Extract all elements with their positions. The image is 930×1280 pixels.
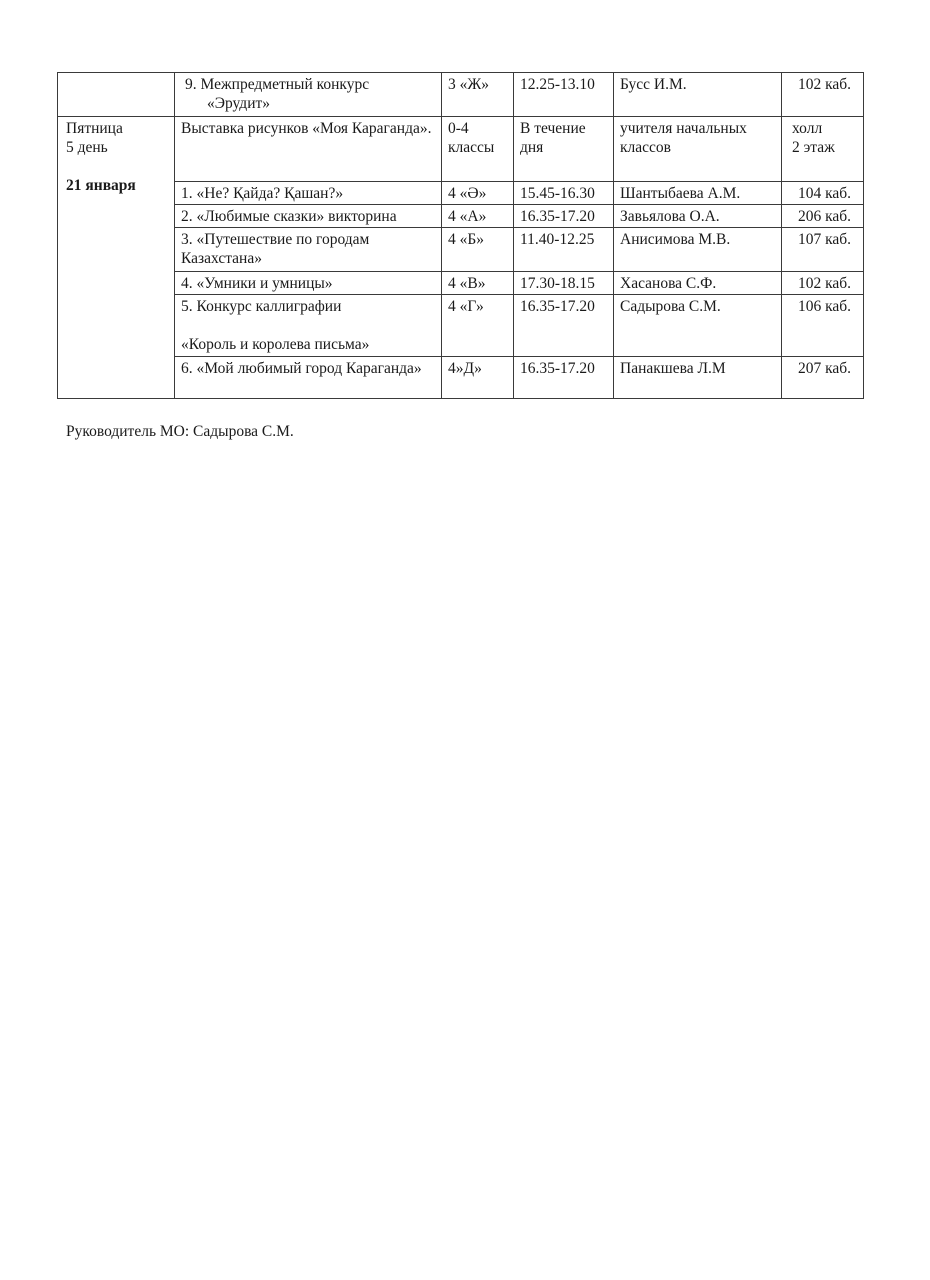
event-cell: 4. «Умники и умницы» — [175, 272, 442, 295]
room-cell: 102 каб. — [782, 73, 864, 117]
room-cell: 206 каб. — [782, 205, 864, 228]
table-row — [58, 272, 864, 295]
event-cell: 1. «Не? Қайда? Қашан?» — [175, 182, 442, 205]
event-cell: 2. «Любимые сказки» викторина — [175, 205, 442, 228]
class-cell: 4 «Г» — [442, 295, 514, 357]
event-cell: Выставка рисунков «Моя Караганда». — [175, 117, 442, 182]
teacher-cell: Панакшева Л.М — [614, 357, 782, 399]
event-line: 9. Межпредметный конкурс — [185, 76, 370, 93]
class-cell: 4 «Ә» — [442, 182, 514, 205]
event-line: «Эрудит» — [207, 95, 271, 112]
teacher-cell: Анисимова М.В. — [614, 228, 782, 272]
room-line: холл — [792, 120, 823, 137]
day-date: 21 января — [66, 177, 136, 194]
event-cell: 3. «Путешествие по городам Казахстана» — [175, 228, 442, 272]
day-name: Пятница — [66, 120, 123, 137]
table-row — [58, 228, 864, 272]
room-line: 2 этаж — [792, 139, 835, 156]
room-cell: 104 каб. — [782, 182, 864, 205]
footer-signature: Руководитель МО: Садырова С.М. — [66, 423, 294, 440]
room-cell: 102 каб. — [782, 272, 864, 295]
class-cell: 0-4 классы — [442, 117, 514, 182]
time-cell: 15.45-16.30 — [514, 182, 614, 205]
teacher-cell: Бусс И.М. — [614, 73, 782, 117]
time-cell: В течение дня — [514, 117, 614, 182]
room-cell: 207 каб. — [782, 357, 864, 399]
time-cell: 16.35-17.20 — [514, 357, 614, 399]
schedule-table — [57, 72, 864, 399]
teacher-cell: Хасанова С.Ф. — [614, 272, 782, 295]
day-number: 5 день — [66, 139, 108, 156]
time-cell: 11.40-12.25 — [514, 228, 614, 272]
class-cell: 4 «Б» — [442, 228, 514, 272]
table-row — [58, 117, 864, 182]
event-cell — [175, 295, 442, 357]
room-cell: 107 каб. — [782, 228, 864, 272]
table-row — [58, 357, 864, 399]
event-cell: 6. «Мой любимый город Караганда» — [175, 357, 442, 399]
table-row — [58, 205, 864, 228]
event-line: 5. Конкурс каллиграфии — [181, 298, 342, 315]
room-cell — [782, 117, 864, 182]
teacher-cell: Садырова С.М. — [614, 295, 782, 357]
time-cell: 16.35-17.20 — [514, 205, 614, 228]
event-line: «Король и королева письма» — [181, 336, 370, 353]
event-cell — [175, 73, 442, 117]
teacher-cell: Завьялова О.А. — [614, 205, 782, 228]
class-cell: 4»Д» — [442, 357, 514, 399]
time-cell: 12.25-13.10 — [514, 73, 614, 117]
table-row — [58, 73, 864, 117]
class-cell: 4 «А» — [442, 205, 514, 228]
teacher-cell: Шантыбаева А.М. — [614, 182, 782, 205]
day-cell — [58, 117, 175, 399]
day-cell-empty — [58, 73, 175, 117]
table-row — [58, 182, 864, 205]
teacher-cell: учителя начальных классов — [614, 117, 782, 182]
class-cell: 3 «Ж» — [442, 73, 514, 117]
room-cell: 106 каб. — [782, 295, 864, 357]
class-cell: 4 «В» — [442, 272, 514, 295]
table-row — [58, 295, 864, 357]
time-cell: 16.35-17.20 — [514, 295, 614, 357]
event-spacer — [181, 316, 436, 335]
time-cell: 17.30-18.15 — [514, 272, 614, 295]
